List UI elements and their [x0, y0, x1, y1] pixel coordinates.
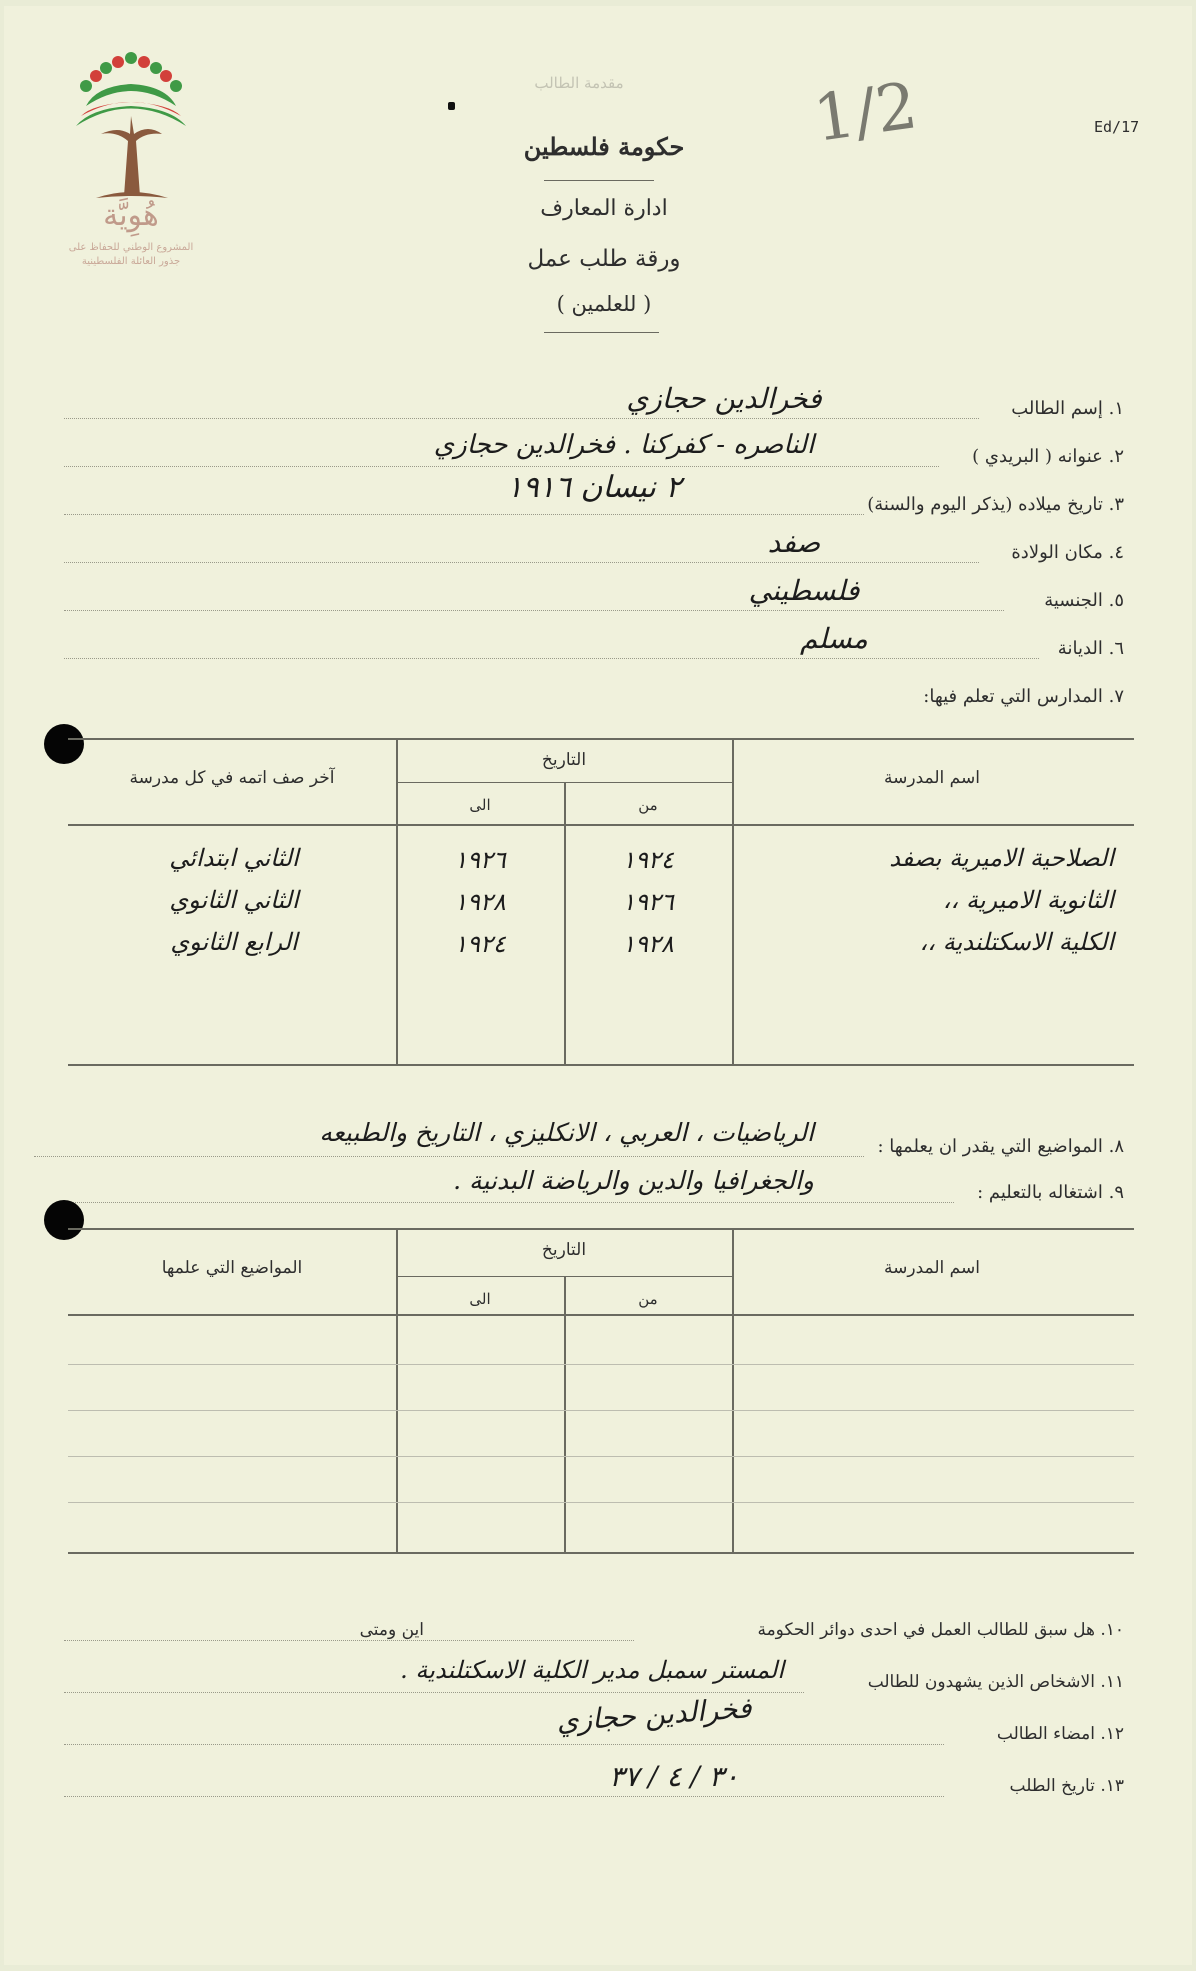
schools-table-header-bottom — [68, 824, 1134, 826]
subtitle-underline — [544, 332, 659, 333]
teaching-row-guide-2 — [68, 1410, 1134, 1411]
subjects-label: ٨. المواضيع التي يقدر ان يعلمها : — [877, 1136, 1124, 1157]
form-title: ورقة طلب عمل — [527, 246, 681, 272]
government-title: حكومة فلسطين — [523, 132, 685, 161]
field-line-nationality — [64, 610, 1004, 611]
field-label-name: ١. إسم الطالب — [1011, 398, 1124, 419]
question-12-label: ١٢. امضاء الطالب — [996, 1724, 1124, 1744]
question-13-line — [64, 1796, 944, 1797]
family-tree-logo-icon — [56, 46, 206, 206]
schools-header-last-grade: آخر صف اتمه في كل مدرسة — [129, 768, 335, 788]
question-13-label: ١٣. تاريخ الطلب — [1009, 1776, 1124, 1796]
teaching-header-date: التاريخ — [541, 1240, 587, 1260]
teaching-table-top — [68, 1228, 1134, 1230]
field-value-address: الناصره - كفركنا . فخرالدين حجازي — [433, 430, 815, 460]
schools-header-date: التاريخ — [541, 750, 587, 770]
field-value-birthplace: صفد — [767, 526, 821, 559]
field-line-name — [64, 418, 979, 419]
teaching-header-school: اسم المدرسة — [884, 1258, 980, 1278]
school-row-2-from: ١٩٢٦ — [622, 888, 674, 916]
field-value-birthdate: ٢ نيسان ١٩١٦ — [506, 470, 682, 505]
school-row-1-grade: الثاني ابتدائي — [169, 844, 299, 872]
field-line-religion — [64, 658, 1039, 659]
teaching-table-bottom — [68, 1552, 1134, 1554]
subjects-value: الرياضيات ، العربي ، الانكليزي ، التاريخ والطبيعه — [319, 1118, 814, 1147]
question-10-extra: اين ومتى — [359, 1620, 424, 1640]
question-11-value: المستر سمبل مدير الكلية الاسكتلندية . — [400, 1656, 784, 1684]
logo — [56, 46, 206, 286]
field-label-address: ٢. عنوانه ( البريدي ) — [972, 446, 1124, 467]
logo-name: هُوِيَّة — [103, 198, 159, 233]
schools-header-to: الى — [469, 796, 491, 814]
schools-header-school: اسم المدرسة — [884, 768, 980, 788]
question-11-label: ١١. الاشخاص الذين يشهدون للطالب — [867, 1672, 1124, 1692]
field-label-nationality: ٥. الجنسية — [1044, 590, 1124, 611]
field-label-birthdate: ٣. تاريخ ميلاده (يذكر اليوم والسنة) — [867, 494, 1124, 515]
pencil-mark: 1/2 — [809, 69, 922, 157]
department-title: ادارة المعارف — [540, 196, 668, 221]
school-row-1-to: ١٩٢٦ — [454, 846, 506, 874]
teaching-row-guide-4 — [68, 1502, 1134, 1503]
schools-header-from: من — [638, 796, 658, 814]
teaching-header-from: من — [638, 1290, 658, 1308]
black-dot-mark — [448, 102, 455, 110]
school-row-1-school: الصلاحية الاميرية بصفد — [889, 844, 1114, 872]
teaching-value: والجغرافيا والدين والرياضة البدنية . — [453, 1166, 814, 1195]
teaching-header-to: الى — [469, 1290, 491, 1308]
field-value-religion: مسلم — [800, 622, 868, 655]
teaching-row-guide-3 — [68, 1456, 1134, 1457]
question-12-line — [64, 1744, 944, 1745]
field-label-religion: ٦. الديانة — [1057, 638, 1124, 659]
teaching-header-subjects: المواضيع التي علمها — [161, 1258, 303, 1278]
hole-punch-top — [44, 724, 84, 764]
field-value-nationality: فلسطيني — [748, 574, 860, 607]
schools-table-top — [68, 738, 1134, 740]
school-row-3-grade: الرابع الثانوي — [170, 928, 298, 956]
question-11-line — [64, 1692, 804, 1693]
school-row-2-to: ١٩٢٨ — [454, 888, 506, 916]
schools-label: ٧. المدارس التي تعلم فيها: — [923, 686, 1124, 707]
teaching-label: ٩. اشتغاله بالتعليم : — [977, 1182, 1124, 1203]
reference-code: Ed/17 — [1094, 118, 1140, 136]
logo-tagline-2: جذور العائلة الفلسطينية — [81, 256, 181, 267]
school-row-1-from: ١٩٢٤ — [622, 846, 674, 874]
form-subtitle: ( للعلمين ) — [556, 292, 652, 316]
schools-col-divider-2 — [564, 782, 566, 1066]
faint-note: مقدمة الطالب — [534, 74, 624, 92]
school-row-3-from: ١٩٢٨ — [622, 930, 674, 958]
subjects-line — [34, 1156, 864, 1157]
school-row-3-school: الكلية الاسكتلندية ،، — [919, 928, 1114, 956]
field-line-birthplace — [64, 562, 979, 563]
schools-table-bottom — [68, 1064, 1134, 1066]
logo-tagline-1: المشروع الوطني للحفاظ على — [68, 242, 194, 253]
teaching-col-divider-1 — [396, 1228, 398, 1554]
field-value-name: فخرالدين حجازي — [626, 382, 822, 415]
question-13-value: ٣٠ / ٤ / ٣٧ — [609, 1760, 739, 1793]
question-12-signature: فخرالدين حجازي — [555, 1691, 753, 1738]
teaching-table-header-bottom — [68, 1314, 1134, 1316]
school-row-2-grade: الثاني الثانوي — [169, 886, 299, 914]
application-form-page — [4, 6, 1192, 1965]
field-line-address — [64, 466, 939, 467]
field-label-birthplace: ٤. مكان الولادة — [1011, 542, 1124, 563]
field-line-birthdate — [64, 514, 864, 515]
school-row-2-school: الثانوية الاميرية ،، — [942, 886, 1114, 914]
hole-punch-bottom — [44, 1200, 84, 1240]
title-underline — [544, 180, 654, 181]
teaching-col-divider-2 — [564, 1276, 566, 1554]
school-row-3-to: ١٩٢٤ — [454, 930, 506, 958]
question-10-label: ١٠. هل سبق للطالب العمل في احدى دوائر الحكومة — [757, 1620, 1124, 1640]
question-10-line — [64, 1640, 634, 1641]
teaching-line — [64, 1202, 954, 1203]
teaching-row-guide-1 — [68, 1364, 1134, 1365]
